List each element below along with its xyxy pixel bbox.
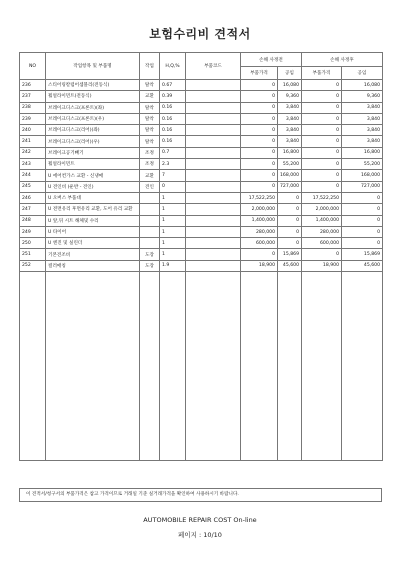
row-hours: 0.7: [160, 147, 186, 158]
row-number: 244: [20, 170, 46, 181]
row-number: 241: [20, 136, 46, 147]
row-action: 탈착: [140, 80, 160, 91]
header-before-part-price: 부품가격: [241, 67, 278, 80]
row-item-name: 브레이크디스크(프론트)(좌): [46, 102, 140, 113]
row-action: 탈착: [140, 136, 160, 147]
table-row: [20, 215, 383, 226]
row-action: 견인: [140, 181, 160, 192]
empty-table-area: [20, 272, 383, 461]
row-part-code: [186, 181, 241, 192]
row-after-part-price: 1,400,000: [302, 215, 342, 226]
row-part-code: [186, 80, 241, 91]
row-action: 교환: [140, 170, 160, 181]
empty-cell: [302, 272, 342, 461]
empty-cell: [278, 272, 302, 461]
row-before-labor: 0: [278, 192, 302, 203]
empty-cell: [241, 272, 278, 461]
row-after-labor: 3,840: [342, 125, 383, 136]
row-action: 도장: [140, 260, 160, 271]
row-part-code: [186, 147, 241, 158]
row-after-part-price: 0: [302, 102, 342, 113]
row-before-labor: 0: [278, 215, 302, 226]
row-before-part-price: 2,000,000: [241, 204, 278, 215]
header-item-name: 작업항목 및 부품명: [46, 53, 140, 80]
row-hours: 7: [160, 170, 186, 181]
estimate-table: [19, 52, 383, 461]
table-row: [20, 181, 383, 192]
row-before-labor: 3,840: [278, 113, 302, 124]
row-after-labor: 45,600: [342, 260, 383, 271]
row-before-part-price: 280,000: [241, 226, 278, 237]
row-number: 249: [20, 226, 46, 237]
row-part-code: [186, 159, 241, 170]
row-before-part-price: 1,400,000: [241, 215, 278, 226]
row-after-labor: 0: [342, 215, 383, 226]
row-item-name: 휠얼라이먼트: [46, 159, 140, 170]
document-title: 보험수리비 견적서: [149, 27, 251, 41]
row-hours: 0: [160, 181, 186, 192]
row-after-part-price: 0: [302, 249, 342, 260]
empty-cell: [140, 272, 160, 461]
table-row: [20, 170, 383, 181]
row-before-labor: 3,840: [278, 136, 302, 147]
row-before-part-price: 0: [241, 170, 278, 181]
row-item-name: 컬러매칭: [46, 260, 140, 271]
header-before-adjustment: 손해 사정전: [241, 53, 302, 67]
row-hours: 0.39: [160, 91, 186, 102]
footer-title: AUTOMOBILE REPAIR COST On-line: [143, 516, 257, 524]
row-after-labor: 0: [342, 204, 383, 215]
row-after-part-price: 0: [302, 136, 342, 147]
row-part-code: [186, 91, 241, 102]
row-before-labor: 55,200: [278, 159, 302, 170]
row-after-labor: 727,000: [342, 181, 383, 192]
header-after-adjustment: 손해 사정후: [302, 53, 383, 67]
row-item-name: 브레이크디스크(리어)(우): [46, 136, 140, 147]
row-hours: 0.16: [160, 125, 186, 136]
row-item-name: U 전면유리 후면유리 교환, 도어 유리 교환: [46, 204, 140, 215]
row-before-part-price: 0: [241, 249, 278, 260]
row-after-part-price: 0: [302, 91, 342, 102]
row-action: 탈착: [140, 113, 160, 124]
row-after-labor: 168,000: [342, 170, 383, 181]
row-number: 242: [20, 147, 46, 158]
row-before-part-price: 0: [241, 91, 278, 102]
row-after-labor: 0: [342, 238, 383, 249]
row-after-labor: 16,800: [342, 147, 383, 158]
row-item-name: U 앞,뒤 시트 해체및 수리: [46, 215, 140, 226]
row-before-labor: 0: [278, 238, 302, 249]
row-after-labor: 3,840: [342, 102, 383, 113]
row-number: 251: [20, 249, 46, 260]
row-action: 탈착: [140, 102, 160, 113]
row-item-name: U 에어컨가스 교환 - 신냉매: [46, 170, 140, 181]
row-after-labor: 3,840: [342, 113, 383, 124]
row-after-labor: 9,360: [342, 91, 383, 102]
row-hours: 1.9: [160, 260, 186, 271]
row-number: 237: [20, 91, 46, 102]
row-action: 도장: [140, 249, 160, 260]
row-after-labor: 0: [342, 192, 383, 203]
row-number: 240: [20, 125, 46, 136]
row-item-name: U 견인비 (운반 - 견인): [46, 181, 140, 192]
row-after-part-price: 0: [302, 125, 342, 136]
row-item-name: 스티어링칼럼어셈블리(전동식): [46, 80, 140, 91]
row-part-code: [186, 170, 241, 181]
row-hours: 1: [160, 226, 186, 237]
row-part-code: [186, 102, 241, 113]
row-after-part-price: 0: [302, 159, 342, 170]
page-number: 페이지 : 10/10: [178, 531, 222, 539]
row-before-labor: 16,080: [278, 80, 302, 91]
row-number: 252: [20, 260, 46, 271]
table-row: [20, 192, 383, 203]
row-number: 239: [20, 113, 46, 124]
row-before-labor: 168,000: [278, 170, 302, 181]
table-row: [20, 147, 383, 158]
row-number: 250: [20, 238, 46, 249]
row-before-labor: 0: [278, 204, 302, 215]
row-number: 247: [20, 204, 46, 215]
row-after-part-price: 0: [302, 113, 342, 124]
row-part-code: [186, 192, 241, 203]
row-action: [140, 215, 160, 226]
row-before-labor: 15,869: [278, 249, 302, 260]
header-after-labor: 공임: [342, 67, 383, 80]
row-action: 탈착: [140, 125, 160, 136]
row-action: [140, 192, 160, 203]
row-after-labor: 0: [342, 226, 383, 237]
row-hours: 1: [160, 238, 186, 249]
row-item-name: U 오버스 부품대: [46, 192, 140, 203]
row-number: 236: [20, 80, 46, 91]
row-number: 238: [20, 102, 46, 113]
row-item-name: 브레이크공기빼기: [46, 147, 140, 158]
row-action: 교환: [140, 91, 160, 102]
row-before-labor: 727,000: [278, 181, 302, 192]
table-row: [20, 249, 383, 260]
row-hours: 1: [160, 249, 186, 260]
row-hours: 1: [160, 215, 186, 226]
row-number: 245: [20, 181, 46, 192]
table-row: [20, 238, 383, 249]
table-row: [20, 260, 383, 271]
row-after-labor: 3,840: [342, 136, 383, 147]
row-part-code: [186, 249, 241, 260]
row-before-part-price: 0: [241, 159, 278, 170]
row-hours: 0.16: [160, 113, 186, 124]
row-before-part-price: 17,522,250: [241, 192, 278, 203]
header-part-code: 부품코드: [186, 53, 241, 80]
table-row: [20, 159, 383, 170]
row-after-part-price: 280,000: [302, 226, 342, 237]
row-after-part-price: 17,522,250: [302, 192, 342, 203]
row-item-name: U 타이어: [46, 226, 140, 237]
row-before-labor: 9,360: [278, 91, 302, 102]
row-before-part-price: 0: [241, 136, 278, 147]
empty-cell: [186, 272, 241, 461]
row-part-code: [186, 238, 241, 249]
row-before-part-price: 18,900: [241, 260, 278, 271]
header-before-labor: 공임: [278, 67, 302, 80]
row-part-code: [186, 204, 241, 215]
row-number: 248: [20, 215, 46, 226]
table-row: [20, 102, 383, 113]
estimate-rows: [20, 80, 383, 461]
table-row: [20, 226, 383, 237]
row-after-part-price: 18,900: [302, 260, 342, 271]
header-hours: H,Q,%: [160, 53, 186, 80]
row-action: 조정: [140, 159, 160, 170]
header-after-part-price: 부품가격: [302, 67, 342, 80]
header-no: NO: [20, 53, 46, 80]
row-before-labor: 16,800: [278, 147, 302, 158]
price-notice: 이 견적서/청구서의 부품가격은 참고 가격이므로 거래일 기준 실거래가격을 확인하여 사용하시기 바랍니다.: [19, 488, 382, 502]
row-action: [140, 204, 160, 215]
row-number: 243: [20, 159, 46, 170]
row-before-labor: 3,840: [278, 102, 302, 113]
row-item-name: 휠얼라이먼트(전동식): [46, 91, 140, 102]
row-after-part-price: 600,000: [302, 238, 342, 249]
row-before-part-price: 0: [241, 113, 278, 124]
row-after-labor: 15,869: [342, 249, 383, 260]
row-before-part-price: 600,000: [241, 238, 278, 249]
row-before-part-price: 0: [241, 102, 278, 113]
row-before-part-price: 0: [241, 147, 278, 158]
row-before-part-price: 0: [241, 181, 278, 192]
row-part-code: [186, 215, 241, 226]
row-hours: 0.16: [160, 136, 186, 147]
row-after-part-price: 0: [302, 181, 342, 192]
row-after-labor: 55,200: [342, 159, 383, 170]
row-part-code: [186, 113, 241, 124]
table-row: [20, 125, 383, 136]
empty-cell: [46, 272, 140, 461]
row-before-part-price: 0: [241, 125, 278, 136]
row-hours: 1: [160, 192, 186, 203]
table-row: [20, 91, 383, 102]
row-after-part-price: 2,000,000: [302, 204, 342, 215]
row-after-labor: 16,080: [342, 80, 383, 91]
row-item-name: 브레이크디스크(리어)(좌): [46, 125, 140, 136]
row-before-labor: 3,840: [278, 125, 302, 136]
row-after-part-price: 0: [302, 170, 342, 181]
row-action: 조정: [140, 147, 160, 158]
table-row: [20, 113, 383, 124]
table-row: [20, 204, 383, 215]
row-number: 246: [20, 192, 46, 203]
row-before-labor: 45,600: [278, 260, 302, 271]
row-hours: 0.67: [160, 80, 186, 91]
row-before-part-price: 0: [241, 80, 278, 91]
row-item-name: 기본견조비: [46, 249, 140, 260]
empty-cell: [342, 272, 383, 461]
row-after-part-price: 0: [302, 80, 342, 91]
row-part-code: [186, 226, 241, 237]
row-action: [140, 226, 160, 237]
row-after-part-price: 0: [302, 147, 342, 158]
row-item-name: 브레이크디스크(프론트)(우): [46, 113, 140, 124]
empty-cell: [20, 272, 46, 461]
row-item-name: U 엔진 및 실린더: [46, 238, 140, 249]
row-before-labor: 0: [278, 226, 302, 237]
row-hours: 1: [160, 204, 186, 215]
row-part-code: [186, 136, 241, 147]
row-part-code: [186, 125, 241, 136]
table-row: [20, 136, 383, 147]
row-action: [140, 238, 160, 249]
empty-cell: [160, 272, 186, 461]
table-row: [20, 80, 383, 91]
row-part-code: [186, 260, 241, 271]
row-hours: 0.16: [160, 102, 186, 113]
row-hours: 2.3: [160, 159, 186, 170]
header-action: 작업: [140, 53, 160, 80]
